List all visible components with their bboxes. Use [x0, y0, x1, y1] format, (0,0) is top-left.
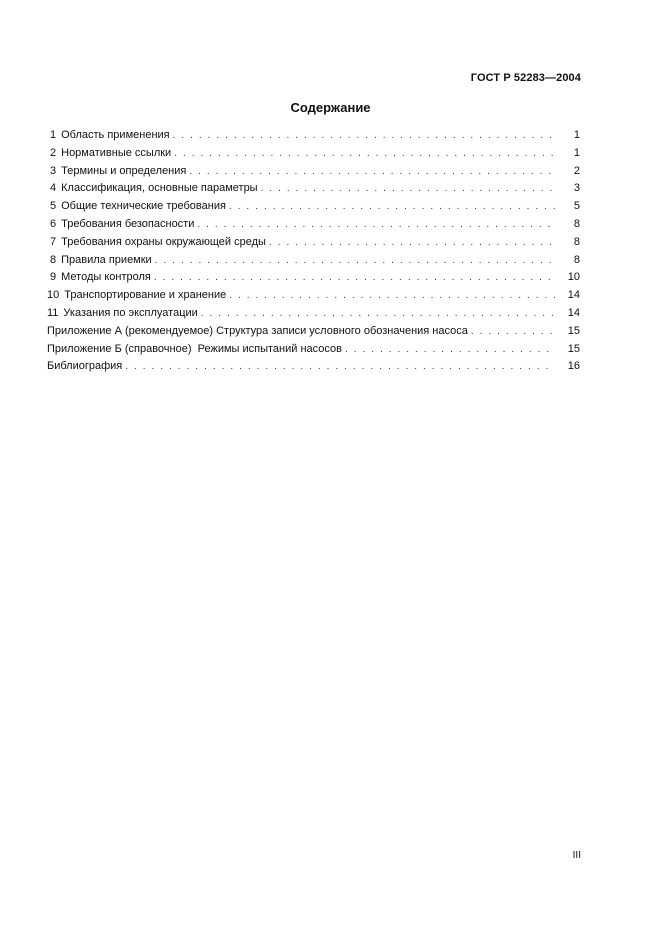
toc-item-number: 3	[50, 164, 57, 177]
toc-item-label: Требования охраны окружающей среды	[61, 235, 266, 248]
toc-leader-dots	[189, 163, 555, 181]
toc-leader-dots	[155, 252, 555, 270]
toc-item[interactable]	[47, 216, 580, 234]
toc-item-page: 3	[573, 182, 580, 195]
document-code: ГОСТ Р 52283—2004	[470, 72, 581, 84]
toc-item-page: 8	[573, 253, 580, 266]
toc-item[interactable]	[47, 180, 580, 198]
toc-item[interactable]	[47, 269, 580, 287]
toc-item-label: Транспортирование и хранение	[64, 289, 227, 302]
toc-item-number: 10	[47, 289, 60, 302]
toc-item-page: 8	[573, 235, 580, 248]
toc-item-label: Правила приемки	[61, 253, 152, 266]
toc-leader-dots	[173, 127, 555, 145]
toc-item-bibliography[interactable]	[47, 358, 580, 376]
page-number: III	[572, 850, 581, 861]
toc-item-label: Нормативные ссылки	[61, 146, 172, 159]
toc-item-page: 1	[573, 129, 580, 141]
toc-item-label: Общие технические требования	[61, 200, 226, 213]
toc-item[interactable]	[47, 287, 580, 305]
toc-item-page: 14	[567, 306, 580, 319]
toc-item[interactable]	[47, 234, 580, 252]
toc-item-label: Приложение А (рекомендуемое) Структура записи условного обозначения насоса	[47, 324, 468, 337]
toc-leader-dots	[229, 287, 555, 305]
toc-leader-dots	[345, 341, 555, 359]
toc-item-page: 8	[573, 217, 580, 230]
toc-item-label: Классификация, основные параметры	[61, 182, 258, 195]
toc-leader-dots	[229, 198, 555, 216]
toc-item[interactable]	[47, 163, 580, 181]
toc-item-number: 1	[50, 129, 57, 141]
toc-item-page: 5	[573, 200, 580, 213]
toc-item-page: 14	[567, 289, 580, 302]
toc-item[interactable]	[47, 252, 580, 270]
toc-item-label: Термины и определения	[61, 164, 187, 177]
toc-item-number: 5	[50, 200, 57, 213]
table-of-contents	[47, 127, 580, 376]
toc-item-number: 6	[50, 217, 57, 230]
toc-leader-dots	[471, 323, 555, 341]
toc-item-label: Методы контроля	[61, 271, 151, 284]
toc-item-number: 9	[50, 271, 57, 284]
toc-leader-dots	[197, 216, 555, 234]
toc-item-number: 7	[50, 235, 57, 248]
toc-item-page: 15	[567, 324, 580, 337]
toc-item-label: Требования безопасности	[61, 217, 195, 230]
toc-item-number: 4	[50, 182, 57, 195]
toc-item[interactable]	[47, 198, 580, 216]
toc-item-page: 1	[573, 146, 580, 159]
toc-item-page: 15	[567, 342, 580, 355]
toc-item-number: 11	[47, 306, 59, 319]
toc-item-label: Библиография	[47, 360, 123, 373]
toc-item-number: 8	[50, 253, 57, 266]
toc-item[interactable]	[47, 305, 580, 323]
toc-leader-dots	[174, 145, 555, 163]
toc-item-appendix-a[interactable]	[47, 323, 580, 341]
toc-leader-dots	[201, 305, 555, 323]
toc-item-page: 16	[567, 360, 580, 373]
toc-item-label: Указания по эксплуатации	[63, 306, 198, 319]
toc-item-page: 10	[567, 271, 580, 284]
toc-item[interactable]	[47, 145, 580, 163]
toc-item-label: Приложение Б (справочное) Режимы испытаний насосов	[47, 342, 342, 355]
toc-leader-dots	[154, 269, 555, 287]
toc-item-appendix-b[interactable]	[47, 341, 580, 359]
toc-leader-dots	[269, 234, 555, 252]
toc-item-label: Область применения	[61, 129, 170, 141]
toc-item[interactable]	[47, 127, 580, 145]
toc-item-number: 2	[50, 146, 57, 159]
toc-leader-dots	[261, 180, 555, 198]
toc-item-page: 2	[573, 164, 580, 177]
toc-title: Содержание	[290, 100, 371, 115]
toc-leader-dots	[125, 358, 555, 376]
